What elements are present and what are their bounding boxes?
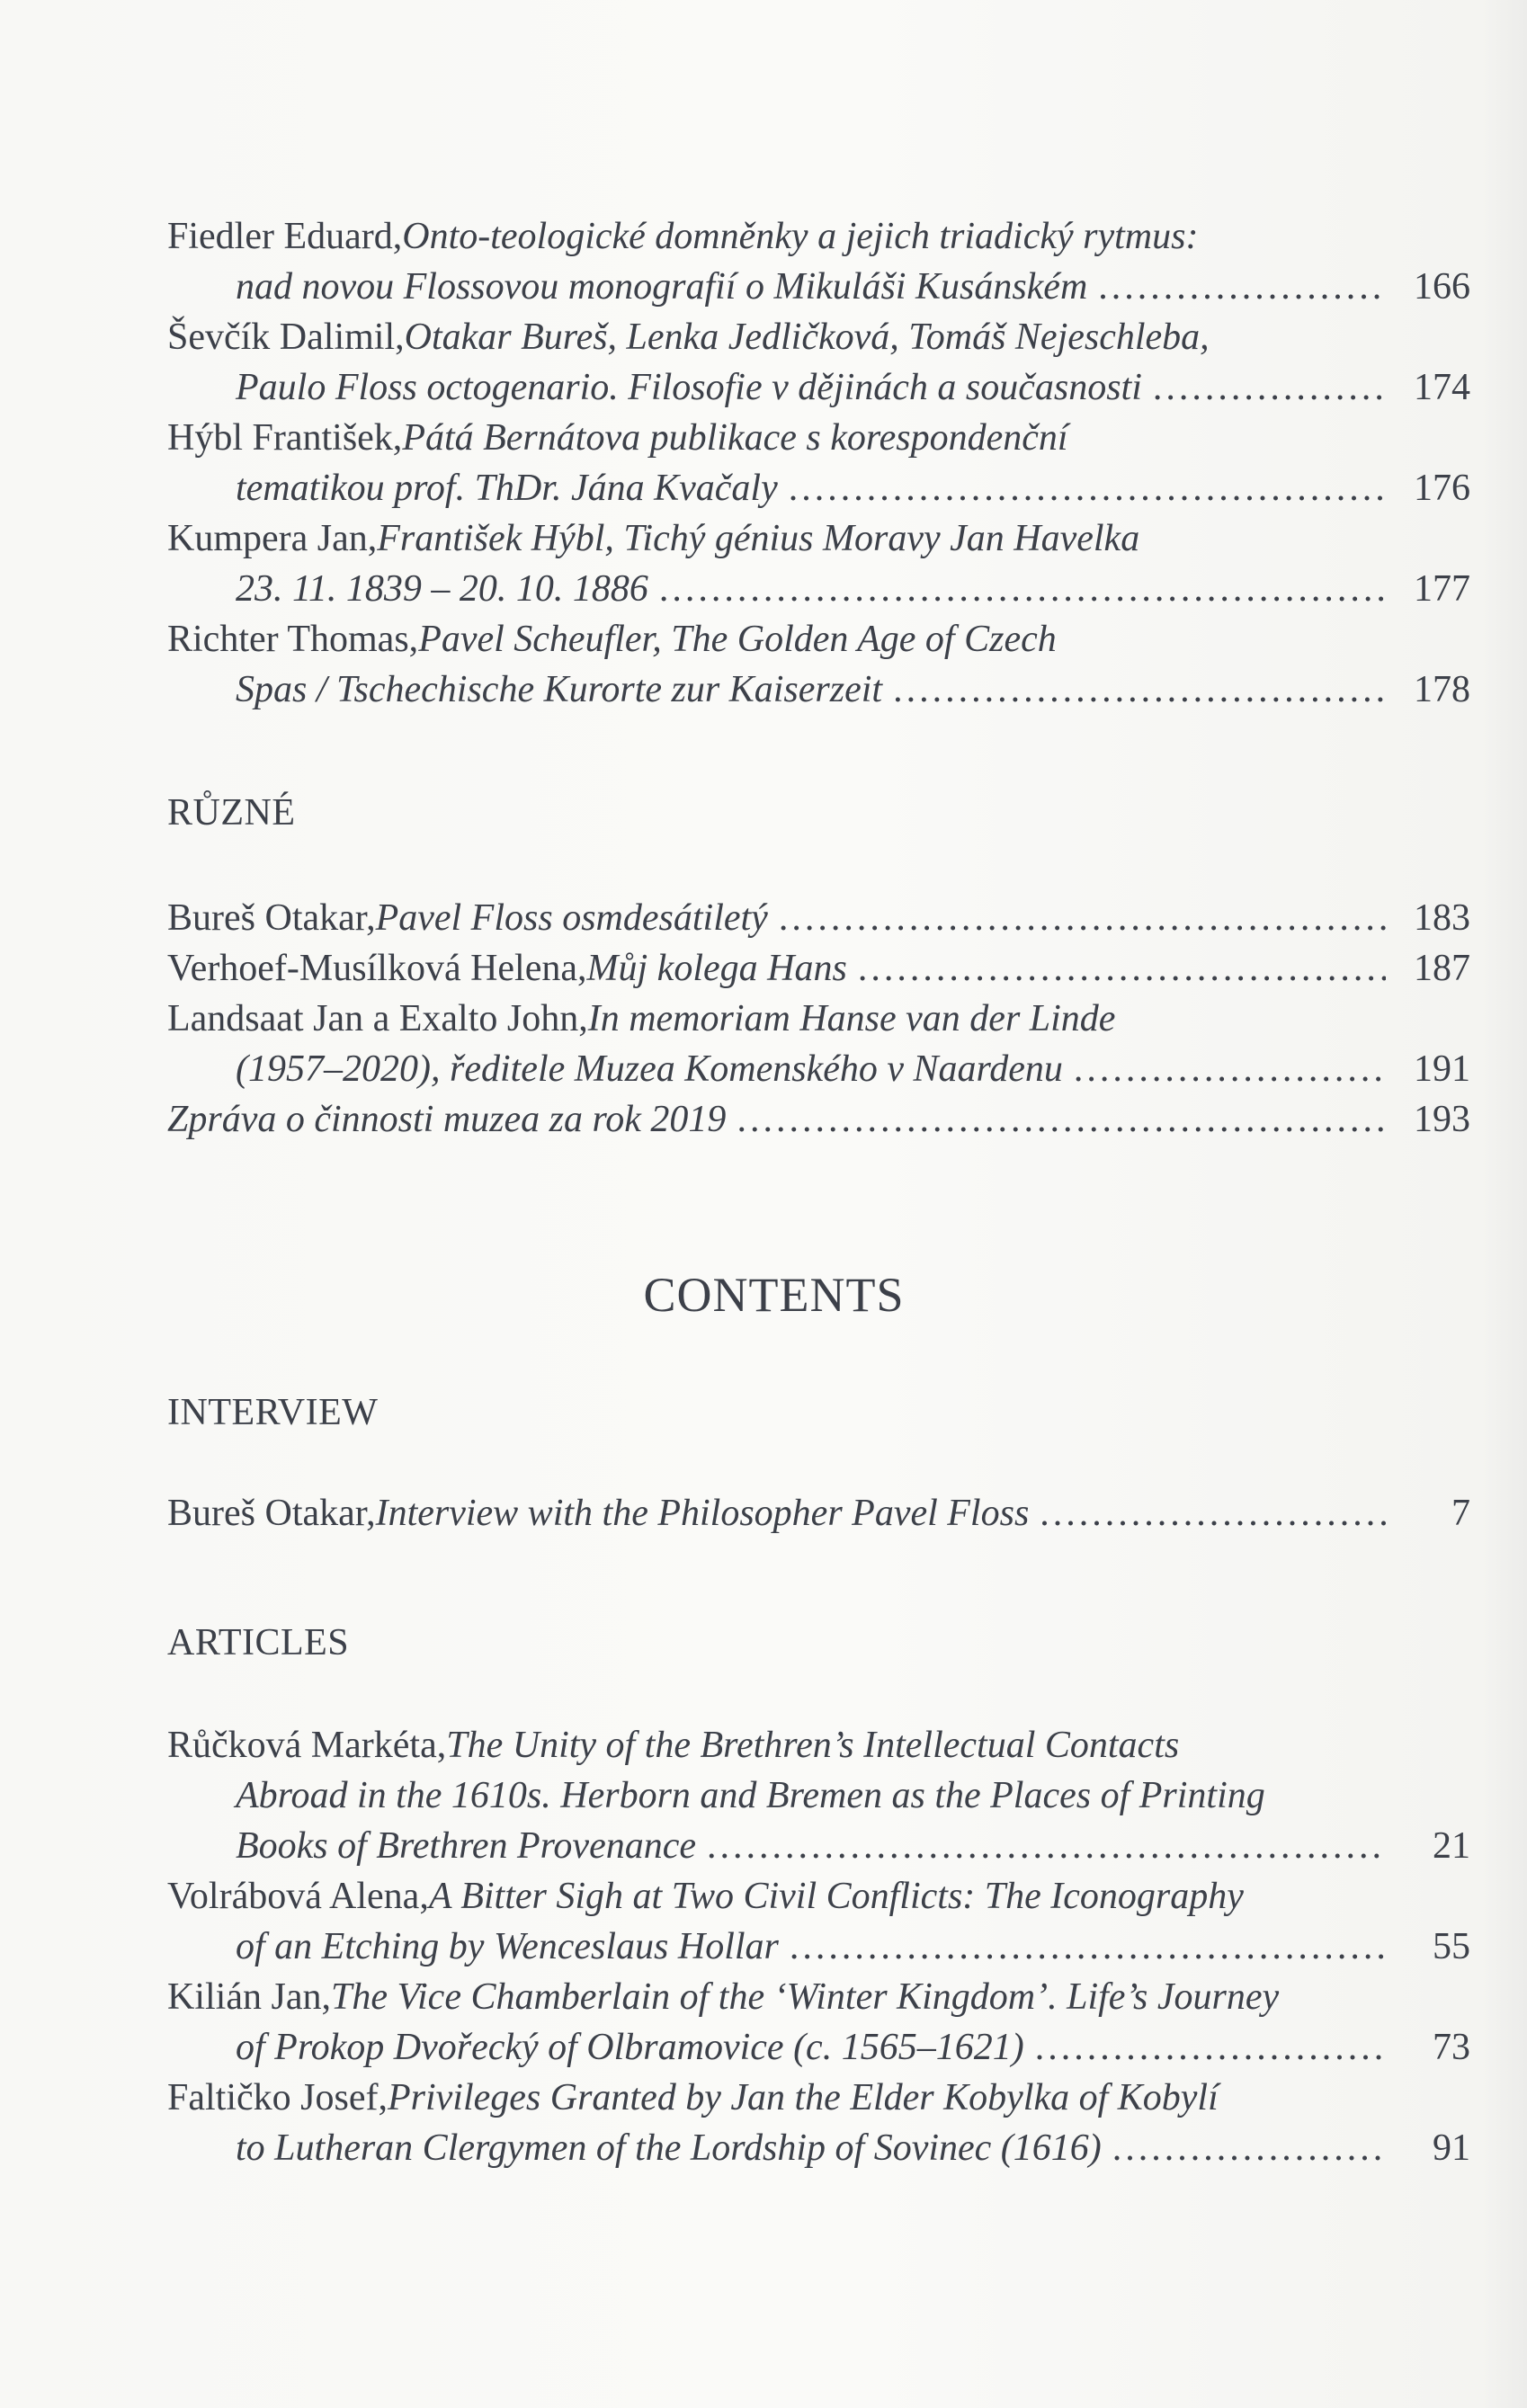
toc-entry-line — [167, 893, 1470, 943]
section-heading-interview: INTERVIEW — [167, 1392, 379, 1433]
dot-leader — [779, 893, 1386, 943]
dot-leader — [1040, 1488, 1386, 1538]
page-number: 91 — [1433, 2127, 1470, 2169]
dot-leader — [707, 1821, 1386, 1871]
dot-leader — [1098, 262, 1386, 312]
page-number: 183 — [1414, 897, 1470, 939]
toc-entry-line — [167, 463, 1470, 513]
page-number: 177 — [1414, 568, 1470, 610]
toc-entry-line — [167, 1720, 1470, 1770]
page-number: 176 — [1414, 468, 1470, 509]
entry-title: Pavel Floss osmdesátiletý — [375, 897, 768, 939]
toc-entry-line — [167, 1972, 1470, 2022]
toc-entry-line — [167, 2073, 1470, 2123]
toc-entry-line — [167, 664, 1470, 715]
section-heading-ruzne: RŮZNÉ — [167, 792, 296, 834]
entry-title: of Prokop Dvořecký of Olbramovice (c. 1565–1621) — [236, 2027, 1024, 2068]
entry-author: Landsaat Jan a Exalto John, — [167, 998, 588, 1039]
toc-entry-line — [167, 413, 1470, 463]
entry-author: Faltičko Josef, — [167, 2077, 388, 2118]
entry-author: Kilián Jan, — [167, 1976, 331, 2018]
entry-title: Interview with the Philosopher Pavel Floss — [375, 1493, 1030, 1534]
page-number: 174 — [1414, 367, 1470, 408]
entry-title: of an Etching by Wenceslaus Hollar — [236, 1926, 779, 1967]
ruzne-section — [167, 893, 1470, 1145]
entry-title: Otakar Bureš, Lenka Jedličková, Tomáš Nejeschleba, — [404, 317, 1210, 358]
entry-title: Onto-teologické domněnky a jejich triadický rytmus: — [402, 216, 1199, 257]
toc-entry-line — [167, 564, 1470, 614]
interview-section — [167, 1488, 1470, 1538]
page-number: 21 — [1433, 1825, 1470, 1867]
toc-entry-line — [167, 614, 1470, 664]
dot-leader — [789, 463, 1386, 513]
dot-leader — [737, 1094, 1386, 1145]
page-number: 187 — [1414, 948, 1470, 989]
dot-leader — [1153, 362, 1386, 413]
dot-leader — [1035, 2022, 1386, 2073]
toc-entry-line — [167, 211, 1470, 262]
entry-title: Books of Brethren Provenance — [236, 1825, 696, 1867]
dot-leader — [858, 943, 1386, 994]
contents-title: CONTENTS — [643, 1268, 905, 1322]
toc-entry-line — [167, 2123, 1470, 2173]
page-number: 73 — [1433, 2027, 1470, 2068]
entry-title: to Lutheran Clergymen of the Lordship of Sovinec (1616) — [236, 2127, 1102, 2169]
dot-leader — [790, 1922, 1386, 1972]
toc-entry-line — [167, 262, 1470, 312]
entry-title: A Bitter Sigh at Two Civil Conflicts: The Iconography — [428, 1876, 1244, 1917]
entry-title: nad novou Flossovou monografií o Mikuláši Kusánském — [236, 266, 1088, 308]
page-number: 7 — [1451, 1493, 1470, 1534]
entry-title: 23. 11. 1839 – 20. 10. 1886 — [236, 568, 648, 610]
toc-entry-line — [167, 994, 1470, 1044]
entry-author: Růčková Markéta, — [167, 1725, 447, 1766]
entry-title: Pátá Bernátova publikace s korespondenční — [402, 417, 1068, 459]
section-heading-articles: ARTICLES — [167, 1622, 350, 1663]
entry-author: Richter Thomas, — [167, 619, 419, 660]
page-number: 178 — [1414, 669, 1470, 710]
toc-entry-line — [167, 1044, 1470, 1094]
toc-entry-line — [167, 362, 1470, 413]
entry-author: Bureš Otakar, — [167, 1493, 376, 1534]
page-number: 193 — [1414, 1099, 1470, 1140]
dot-leader — [1074, 1044, 1386, 1094]
toc-entry-line — [167, 943, 1470, 994]
entry-author: Bureš Otakar, — [167, 897, 376, 939]
toc-entry-line — [167, 1871, 1470, 1922]
entry-author: Fiedler Eduard, — [167, 216, 403, 257]
entry-title: Abroad in the 1610s. Herborn and Bremen as the Places of Printing — [236, 1775, 1265, 1816]
entry-title: František Hýbl, Tichý génius Moravy Jan Havelka — [377, 518, 1140, 559]
entry-author: Verhoef-Musílková Helena, — [167, 948, 587, 989]
toc-entry-line — [167, 1770, 1470, 1821]
entry-title: tematikou prof. ThDr. Jána Kvačaly — [236, 468, 778, 509]
entry-author: Ševčík Dalimil, — [167, 317, 405, 358]
czech-toc-section — [167, 211, 1470, 715]
toc-entry-line — [167, 312, 1470, 362]
entry-author: Hýbl František, — [167, 417, 403, 459]
entry-author: Kumpera Jan, — [167, 518, 378, 559]
page-number: 191 — [1414, 1048, 1470, 1090]
toc-entry-line — [167, 1821, 1470, 1871]
entry-title: The Vice Chamberlain of the ‘Winter Kingdom’. Life’s Journey — [330, 1976, 1280, 2018]
toc-entry-line — [167, 2022, 1470, 2073]
entry-title: Spas / Tschechische Kurorte zur Kaiserzeit — [236, 669, 883, 710]
entry-title: Privileges Granted by Jan the Elder Kobylka of Kobylí — [387, 2077, 1219, 2118]
page-number: 166 — [1414, 266, 1470, 308]
dot-leader — [893, 664, 1386, 715]
toc-entry-line — [167, 513, 1470, 564]
entry-title: Paulo Floss octogenario. Filosofie v dějinách a současnosti — [236, 367, 1142, 408]
articles-section — [167, 1720, 1470, 2173]
entry-title: Pavel Scheufler, The Golden Age of Czech — [418, 619, 1057, 660]
entry-title: In memoriam Hanse van der Linde — [587, 998, 1116, 1039]
toc-entry-line — [167, 1488, 1470, 1538]
dot-leader — [1112, 2123, 1386, 2173]
toc-entry-line — [167, 1094, 1470, 1145]
entry-title: Můj kolega Hans — [586, 948, 847, 989]
entry-author: Volrábová Alena, — [167, 1876, 429, 1917]
page-number: 55 — [1433, 1926, 1470, 1967]
entry-title: (1957–2020), ředitele Muzea Komenského v Naardenu — [236, 1048, 1063, 1090]
toc-entry-line — [167, 1922, 1470, 1972]
dot-leader — [659, 564, 1386, 614]
entry-title: Zpráva o činnosti muzea za rok 2019 — [167, 1099, 727, 1140]
entry-title: The Unity of the Brethren’s Intellectual Contacts — [446, 1725, 1180, 1766]
